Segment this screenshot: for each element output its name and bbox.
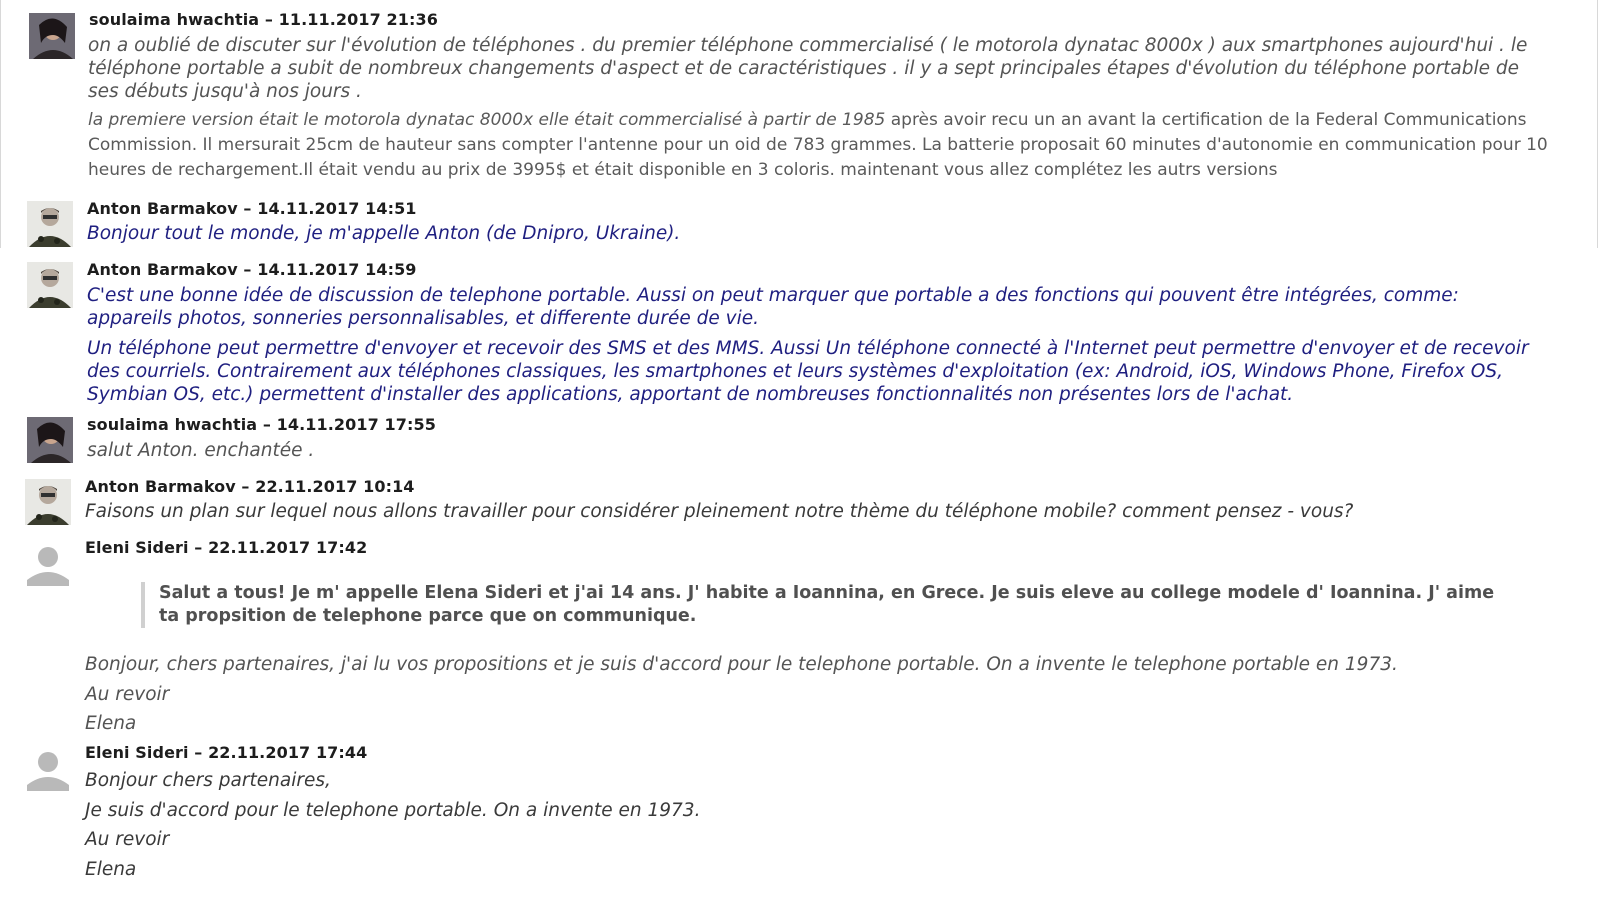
- avatar-placeholder-icon[interactable]: [25, 745, 71, 791]
- comment-paragraph: Au revoir: [85, 829, 170, 850]
- comment-paragraph: Bonjour, chers partenaires, j'ai lu vos propositions et je suis d'accord pour le telephone portable. On a invente le telephone portable en 1973.: [85, 654, 1398, 675]
- comment-paragraph: Un téléphone peut permettre d'envoyer et recevoir des SMS et des MMS. Aussi Un téléphone connecté à l'Internet peut permettre d'envoyer et de recevoir des courriels. Contrairement aux téléphones classiques, les smartphones et leurs systèmes d'exploitation (ex: Android, iOS, Windows Phone, Firefox OS, Symbian OS, etc.) permettent d'installer des applications, apportant de nombreuses fonctionnalités non présentes lors de l'achat.: [87, 338, 1529, 405]
- comment-author-line: [87, 415, 436, 434]
- avatar-photo-icon[interactable]: [29, 13, 75, 59]
- avatar-photo-icon[interactable]: [27, 417, 73, 463]
- comment-timestamp: 22.11.2017 17:42: [208, 538, 368, 557]
- comment-author-line: [87, 199, 417, 218]
- separator: –: [237, 199, 258, 218]
- avatar-photo-icon[interactable]: [25, 479, 71, 525]
- author-name[interactable]: Eleni Sideri: [85, 538, 189, 557]
- comment-paragraph: Au revoir: [85, 683, 170, 705]
- comment-body: [85, 766, 1545, 884]
- comment-body: [87, 222, 1537, 245]
- comment-body: [88, 34, 1528, 103]
- avatar-photo-icon[interactable]: [27, 201, 73, 247]
- separator: –: [237, 260, 258, 279]
- comment-author-line: [87, 260, 417, 279]
- detail-text: après avoir recu un an avant la certification de la Federal Communications Commission. Il mersurait 25cm de hauteur sans compter l'antenne pour un oid de 783 grammes. La batterie proposait 60 minutes d'autonomie en communication pour 10 heures de rechargement.Il était vendu au prix de 3995$ et était disponible en 3 coloris. maintenant vous allez complétez les autrs versions: [88, 110, 1548, 180]
- right-border: [1597, 0, 1598, 248]
- comment-paragraph: Elena: [85, 858, 137, 880]
- comment-author-line: [85, 743, 367, 762]
- separator: –: [188, 538, 209, 557]
- separator: –: [235, 477, 256, 496]
- author-name[interactable]: Anton Barmakov: [87, 260, 238, 279]
- comment-paragraph: Je suis d'accord pour le telephone portable. On a invente en 1973.: [85, 799, 701, 821]
- comment-timestamp: 11.11.2017 21:36: [278, 10, 438, 29]
- quoted-message: [141, 582, 1499, 628]
- detail-italic-text: la premiere version était le motorola dynatac 8000x elle était commercialisé à partir de 1985: [88, 110, 886, 130]
- comment-author-line: [89, 10, 438, 29]
- comment-author-line: [85, 538, 367, 557]
- comment-paragraph: Elena: [85, 713, 137, 734]
- comment-timestamp: 14.11.2017 14:59: [257, 260, 417, 279]
- comment-body: [87, 284, 1547, 406]
- comment-body-detail: [88, 108, 1558, 183]
- separator: –: [257, 415, 277, 434]
- author-name[interactable]: Anton Barmakov: [87, 199, 238, 218]
- comment-paragraph: salut Anton. enchantée .: [87, 440, 315, 461]
- comment-body: [85, 650, 1545, 739]
- quote-text: Salut a tous! Je m' appelle Elena Sideri et j'ai 14 ans. J' habite a Ioannina, en Grece. Je suis eleve au college modele d' Ioannina. J' aime ta propsition de telephone parce que on communique.: [159, 583, 1495, 626]
- comment-paragraph: Faisons un plan sur lequel nous allons travailler pour considérer pleinement notre thème du téléphone mobile? comment pensez - vous?: [85, 501, 1354, 522]
- left-border: [0, 0, 1, 248]
- author-name[interactable]: Anton Barmakov: [85, 477, 236, 496]
- comment-body: [85, 500, 1545, 523]
- comment-paragraph: Bonjour tout le monde, je m'appelle Anton (de Dnipro, Ukraine).: [87, 223, 681, 244]
- avatar-photo-icon[interactable]: [27, 262, 73, 308]
- author-name[interactable]: soulaima hwachtia: [89, 10, 260, 29]
- comment-timestamp: 22.11.2017 10:14: [255, 477, 415, 496]
- comment-timestamp: 14.11.2017 14:51: [257, 199, 417, 218]
- comment-timestamp: 14.11.2017 17:55: [276, 415, 436, 434]
- comment-timestamp: 22.11.2017 17:44: [208, 743, 368, 762]
- comment-paragraph: C'est une bonne idée de discussion de telephone portable. Aussi on peut marquer que portable a des fonctions qui pouvent être intégrées, comme: appareils photos, sonneries personnalisables, et differente durée de vie.: [87, 285, 1459, 329]
- author-name[interactable]: Eleni Sideri: [85, 743, 189, 762]
- comment-paragraph: on a oublié de discuter sur l'évolution de téléphones . du premier téléphone commercialisé ( le motorola dynatac 8000x ) aux smartphones aujourd'hui . le téléphone portable a subit de nombreux changements d'aspect et de caractéristiques . il y a sept principales étapes d'évolution du téléphone portable de ses débuts jusqu'à nos jours .: [88, 35, 1528, 102]
- comment-paragraph: Bonjour chers partenaires,: [85, 770, 331, 791]
- comment-body: [87, 439, 1527, 462]
- separator: –: [188, 743, 209, 762]
- author-name[interactable]: soulaima hwachtia: [87, 415, 258, 434]
- separator: –: [259, 10, 279, 29]
- avatar-placeholder-icon[interactable]: [25, 540, 71, 586]
- comment-author-line: [85, 477, 415, 496]
